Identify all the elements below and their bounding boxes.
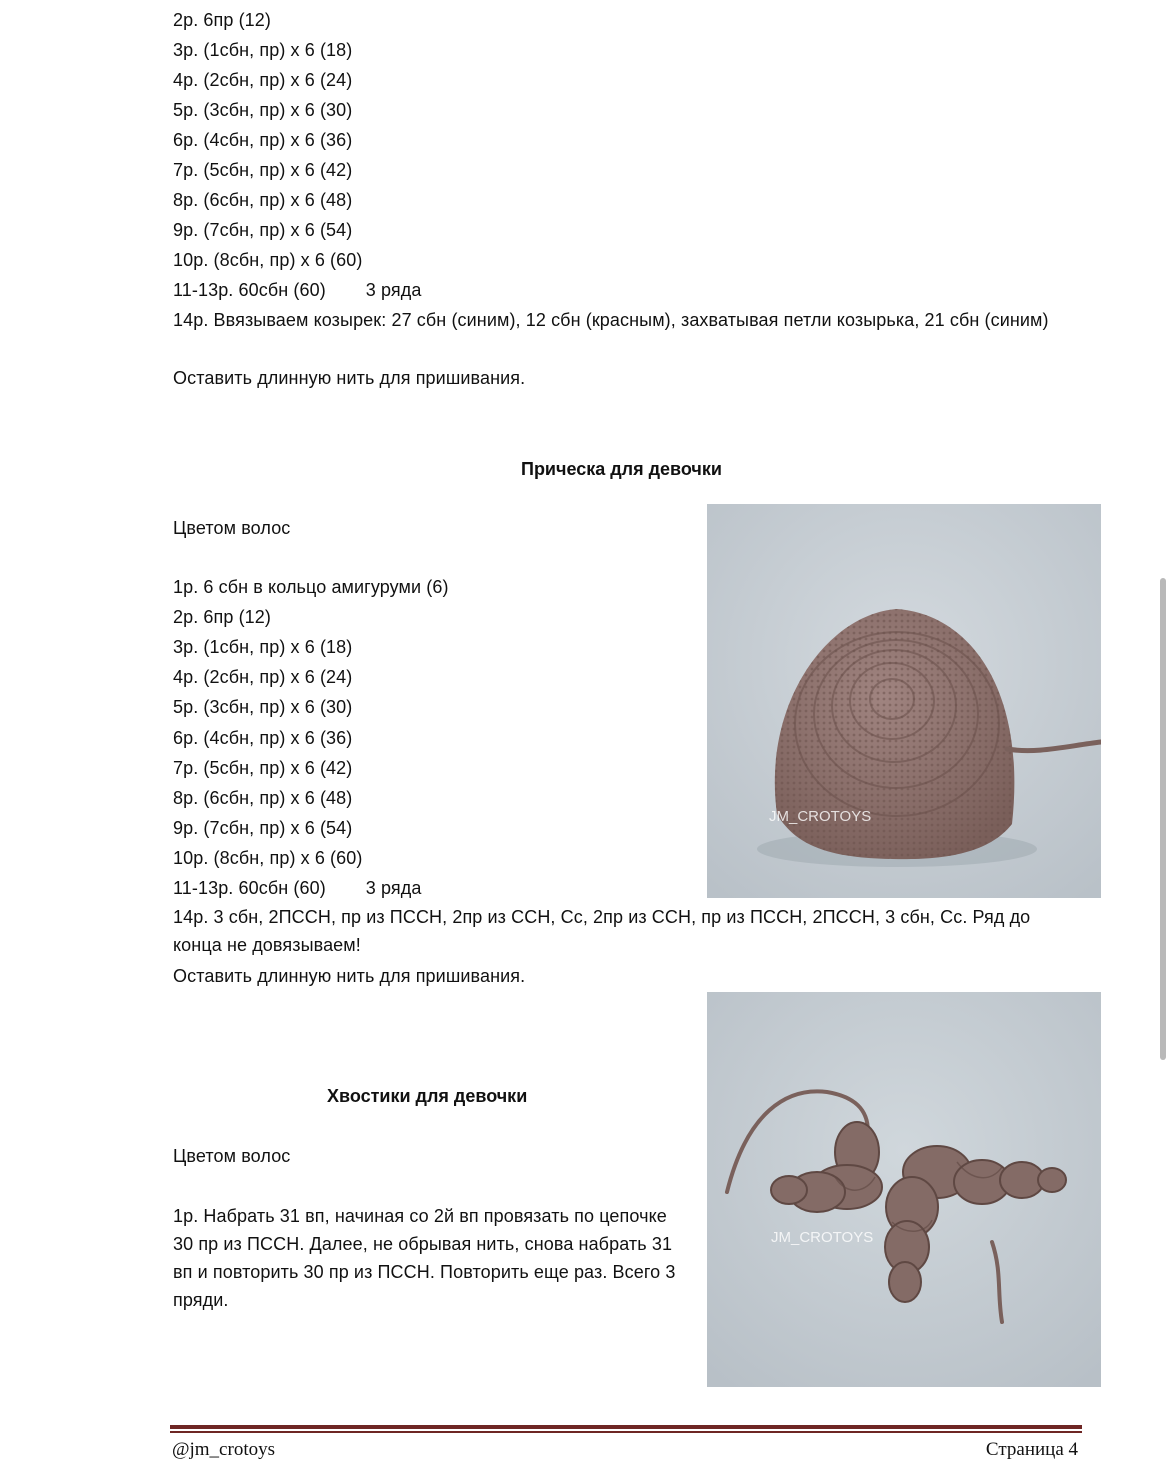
- hair-row: 9р. (7сбн, пр) х 6 (54): [173, 818, 353, 838]
- crochet-cap-illustration: [707, 504, 1101, 898]
- tails-row-1: 1р. Набрать 31 вп, начиная со 2й вп провязать по цепочке 30 пр из ПССН. Далее, не обрывая нить, снова набрать 31 вп и повторить 30 пр из ПССН. Повторить еще раз. Всего 3 пряди.: [173, 1206, 676, 1310]
- hair-row: 3р. (1сбн, пр) х 6 (18): [173, 637, 353, 657]
- tails-section-title: Хвостики для девочки: [327, 1086, 528, 1106]
- hat-row: 6р. (4сбн, пр) х 6 (36): [173, 130, 353, 150]
- photo-watermark: JM_CROTOYS: [769, 808, 872, 825]
- footer-page-number: Страница 4: [985, 1439, 1078, 1460]
- hat-row-11-13: [173, 280, 421, 300]
- hair-finish-note: Оставить длинную нить для пришивания.: [173, 966, 526, 986]
- hat-row: 2р. 6пр (12): [173, 10, 272, 30]
- hat-row: 5р. (3сбн, пр) х 6 (30): [173, 100, 353, 120]
- hair-row: 5р. (3сбн, пр) х 6 (30): [173, 697, 353, 717]
- row-note: 3 ряда: [365, 878, 422, 898]
- hat-row: 10р. (8сбн, пр) х 6 (60): [173, 250, 363, 270]
- hat-row: 7р. (5сбн, пр) х 6 (42): [173, 160, 353, 180]
- hair-row: 7р. (5сбн, пр) х 6 (42): [173, 758, 353, 778]
- hair-row: 4р. (2сбн, пр) х 6 (24): [173, 667, 353, 687]
- hair-row: 2р. 6пр (12): [173, 607, 272, 627]
- row-note: 3 ряда: [365, 280, 422, 300]
- row-text: 11-13р. 60сбн (60): [173, 878, 326, 898]
- hair-row: 6р. (4сбн, пр) х 6 (36): [173, 728, 353, 748]
- tails-photo: [707, 992, 1101, 1387]
- hair-section-title: Прическа для девочки: [521, 459, 722, 479]
- hair-row-14: 14р. 3 сбн, 2ПССН, пр из ПССН, 2пр из ССН, Сс, 2пр из ССН, пр из ПССН, 2ПССН, 3 сбн, Сс. Ряд до конца не довязываем!: [173, 907, 1031, 955]
- row-text: 11-13р. 60сбн (60): [173, 280, 326, 300]
- tails-color-note: Цветом волос: [173, 1146, 291, 1166]
- hair-row: 10р. (8сбн, пр) х 6 (60): [173, 848, 363, 868]
- hair-color-note: Цветом волос: [173, 518, 291, 538]
- photo-watermark: JM_CROTOYS: [771, 1229, 874, 1246]
- crochet-curls-illustration: [707, 992, 1101, 1387]
- hat-row: 3р. (1сбн, пр) х 6 (18): [173, 40, 353, 60]
- hair-row-11-13: [173, 878, 421, 898]
- hair-row: 8р. (6сбн, пр) х 6 (48): [173, 788, 353, 808]
- hat-row: 4р. (2сбн, пр) х 6 (24): [173, 70, 353, 90]
- vertical-scrollbar[interactable]: [1160, 578, 1166, 1060]
- footer-handle: @jm_crotoys: [172, 1439, 275, 1460]
- footer-rule: [170, 1425, 1082, 1429]
- hat-row: 9р. (7сбн, пр) х 6 (54): [173, 220, 353, 240]
- hat-row: 8р. (6сбн, пр) х 6 (48): [173, 190, 353, 210]
- hair-row: 1р. 6 сбн в кольцо амигуруми (6): [173, 577, 449, 597]
- hair-cap-photo: [707, 504, 1101, 898]
- hat-finish-note: Оставить длинную нить для пришивания.: [173, 368, 526, 388]
- hat-row-14: 14р. Ввязываем козырек: 27 сбн (синим), 12 сбн (красным), захватывая петли козырька, 21 сбн (синим): [173, 310, 1049, 330]
- footer-rule-thin: [170, 1431, 1082, 1433]
